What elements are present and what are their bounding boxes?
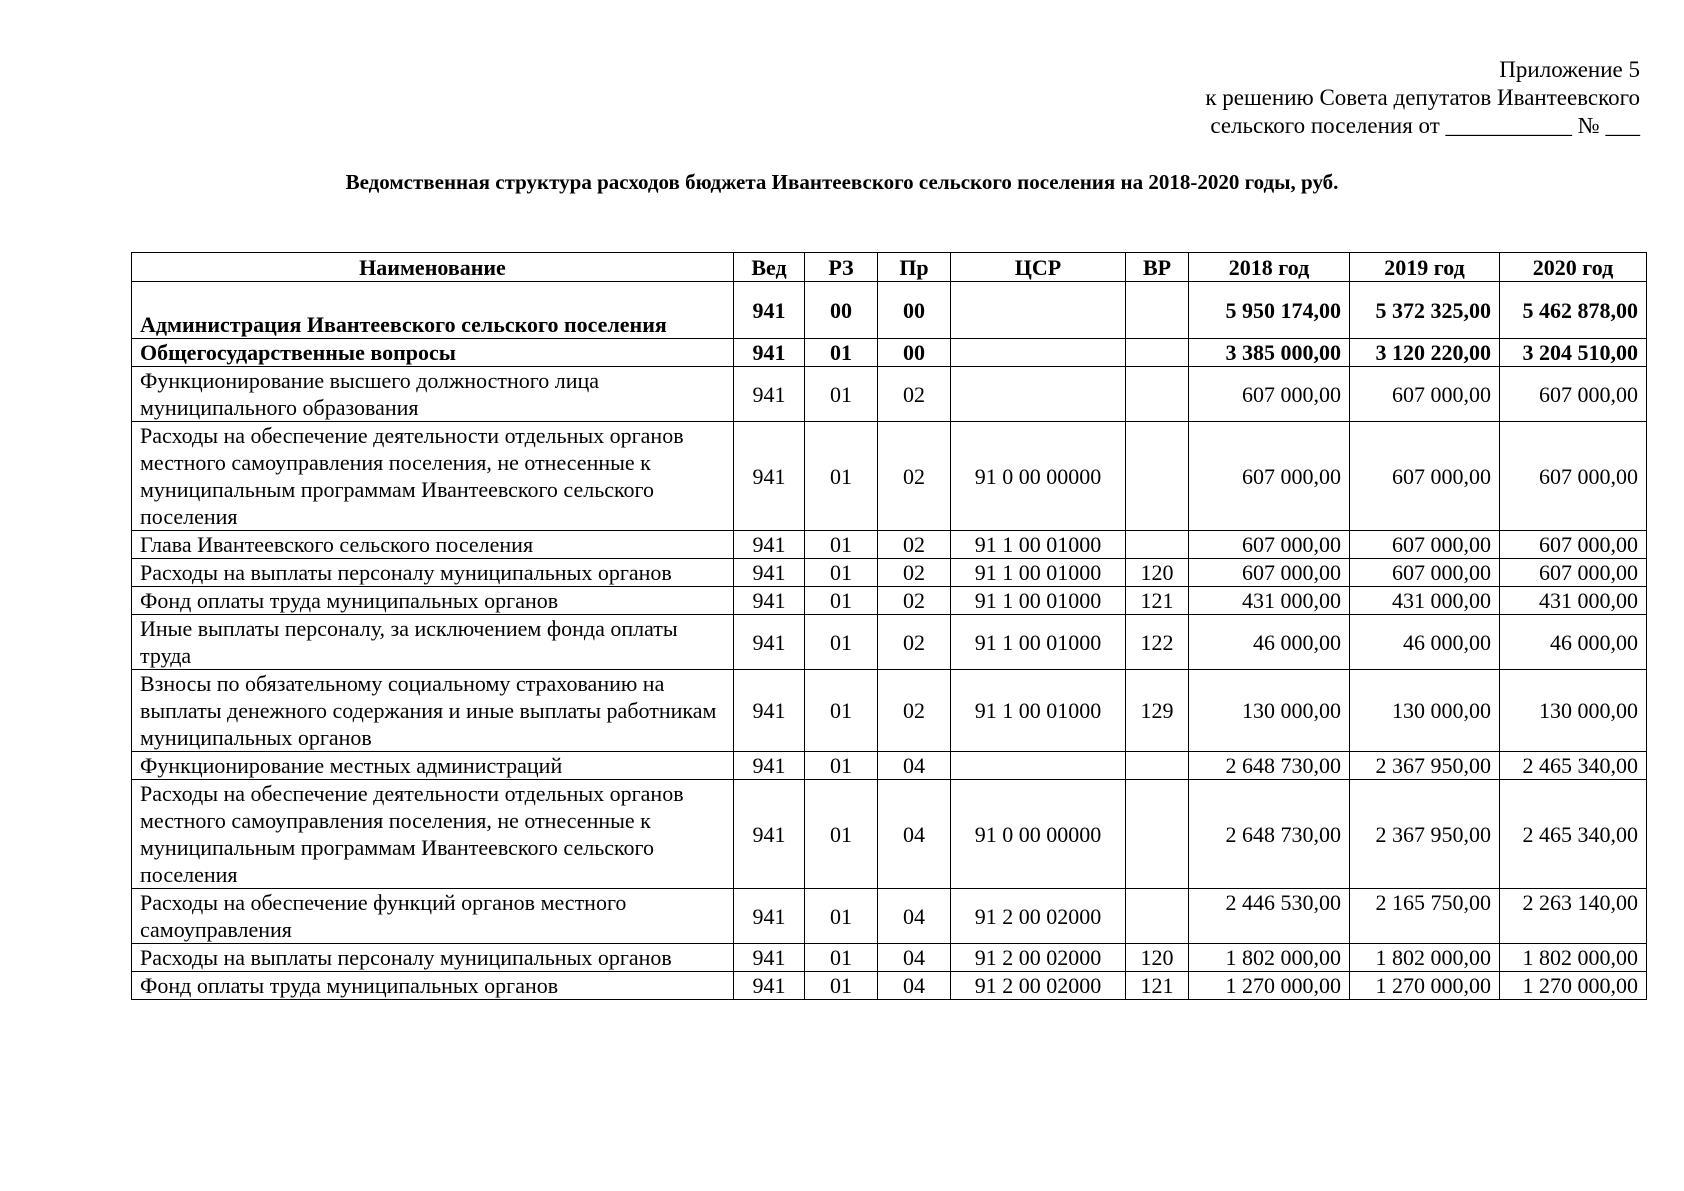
cell-vr [1126, 752, 1189, 780]
cell-csr: 91 1 00 01000 [951, 559, 1126, 587]
cell-2019: 607 000,00 [1350, 559, 1500, 587]
cell-2018: 607 000,00 [1189, 422, 1350, 531]
table-row [132, 559, 1647, 587]
cell-2019: 130 000,00 [1350, 670, 1500, 752]
cell-ved: 941 [734, 670, 805, 752]
cell-rz: 01 [805, 339, 878, 367]
cell-rz: 01 [805, 972, 878, 1000]
cell-name: Общегосударственные вопросы [132, 339, 734, 367]
cell-rz: 01 [805, 422, 878, 531]
cell-vr: 122 [1126, 615, 1189, 670]
cell-vr [1126, 889, 1189, 944]
cell-name: Глава Ивантеевского сельского поселения [132, 531, 734, 559]
header-rz: РЗ [805, 253, 878, 282]
cell-vr: 121 [1126, 972, 1189, 1000]
cell-2019: 46 000,00 [1350, 615, 1500, 670]
cell-vr: 120 [1126, 944, 1189, 972]
appendix-decision: к решению Совета депутатов Ивантеевского [1205, 85, 1640, 110]
cell-2020: 607 000,00 [1500, 367, 1647, 422]
cell-vr [1126, 422, 1189, 531]
cell-2020: 607 000,00 [1500, 559, 1647, 587]
table-row [132, 422, 1647, 531]
budget-table [131, 252, 1647, 1000]
document-title: Ведомственная структура расходов бюджета Ивантеевского сельского поселения на 2018-2020 годы, руб. [345, 170, 1339, 194]
cell-ved: 941 [734, 531, 805, 559]
cell-vr [1126, 531, 1189, 559]
cell-2018: 2 648 730,00 [1189, 752, 1350, 780]
cell-csr [951, 339, 1126, 367]
cell-pr: 02 [878, 670, 951, 752]
cell-csr [951, 282, 1126, 339]
cell-name: Расходы на обеспечение функций органов местного самоуправления [132, 889, 734, 944]
table-header-row [132, 253, 1647, 282]
cell-2019: 607 000,00 [1350, 422, 1500, 531]
cell-2019: 5 372 325,00 [1350, 282, 1500, 339]
cell-ved: 941 [734, 367, 805, 422]
cell-pr: 00 [878, 339, 951, 367]
cell-ved: 941 [734, 422, 805, 531]
cell-rz: 01 [805, 559, 878, 587]
cell-name: Взносы по обязательному социальному страхованию на выплаты денежного содержания и иные выплаты работникам муниципальных органов [132, 670, 734, 752]
cell-2020: 2 465 340,00 [1500, 780, 1647, 889]
cell-2020: 1 802 000,00 [1500, 944, 1647, 972]
appendix-block [1205, 56, 1640, 140]
cell-name: Функционирование высшего должностного лица муниципального образования [132, 367, 734, 422]
cell-name: Расходы на обеспечение деятельности отдельных органов местного самоуправления поселения, не отнесенные к муниципальным программам Ивантеевского сельского поселения [132, 422, 734, 531]
cell-2019: 1 270 000,00 [1350, 972, 1500, 1000]
cell-csr: 91 1 00 01000 [951, 615, 1126, 670]
cell-pr: 00 [878, 282, 951, 339]
cell-2020: 3 204 510,00 [1500, 339, 1647, 367]
cell-csr: 91 1 00 01000 [951, 587, 1126, 615]
cell-csr: 91 1 00 01000 [951, 531, 1126, 559]
cell-name: Иные выплаты персоналу, за исключением фонда оплаты труда [132, 615, 734, 670]
appendix-date-number: сельского поселения от ___________ № ___ [1210, 113, 1640, 138]
cell-rz: 01 [805, 752, 878, 780]
header-csr: ЦСР [951, 253, 1126, 282]
header-vr: ВР [1126, 253, 1189, 282]
cell-rz: 01 [805, 889, 878, 944]
cell-name: Фонд оплаты труда муниципальных органов [132, 972, 734, 1000]
cell-2019: 2 367 950,00 [1350, 780, 1500, 889]
cell-vr [1126, 780, 1189, 889]
cell-2020: 607 000,00 [1500, 422, 1647, 531]
cell-pr: 02 [878, 531, 951, 559]
table-row [132, 889, 1647, 944]
cell-2019: 2 165 750,00 [1350, 889, 1500, 944]
cell-2018: 431 000,00 [1189, 587, 1350, 615]
cell-rz: 01 [805, 587, 878, 615]
cell-vr [1126, 339, 1189, 367]
cell-csr: 91 0 00 00000 [951, 422, 1126, 531]
cell-name: Фонд оплаты труда муниципальных органов [132, 587, 734, 615]
cell-2019: 607 000,00 [1350, 367, 1500, 422]
table-row [132, 367, 1647, 422]
cell-2018: 2 446 530,00 [1189, 889, 1350, 944]
cell-pr: 02 [878, 587, 951, 615]
cell-ved: 941 [734, 339, 805, 367]
cell-ved: 941 [734, 282, 805, 339]
table-row [132, 531, 1647, 559]
cell-ved: 941 [734, 780, 805, 889]
header-2020: 2020 год [1500, 253, 1647, 282]
header-ved: Вед [734, 253, 805, 282]
cell-2018: 1 270 000,00 [1189, 972, 1350, 1000]
table-row [132, 339, 1647, 367]
cell-2020: 2 263 140,00 [1500, 889, 1647, 944]
cell-csr: 91 0 00 00000 [951, 780, 1126, 889]
table-row [132, 615, 1647, 670]
cell-2018: 1 802 000,00 [1189, 944, 1350, 972]
cell-2018: 607 000,00 [1189, 559, 1350, 587]
cell-csr: 91 2 00 02000 [951, 972, 1126, 1000]
cell-ved: 941 [734, 587, 805, 615]
cell-rz: 01 [805, 670, 878, 752]
cell-2019: 3 120 220,00 [1350, 339, 1500, 367]
table-row [132, 972, 1647, 1000]
cell-vr: 120 [1126, 559, 1189, 587]
cell-ved: 941 [734, 972, 805, 1000]
cell-2020: 607 000,00 [1500, 531, 1647, 559]
cell-2018: 46 000,00 [1189, 615, 1350, 670]
cell-2019: 431 000,00 [1350, 587, 1500, 615]
cell-pr: 02 [878, 367, 951, 422]
cell-2018: 130 000,00 [1189, 670, 1350, 752]
cell-pr: 04 [878, 752, 951, 780]
cell-vr [1126, 282, 1189, 339]
cell-csr: 91 1 00 01000 [951, 670, 1126, 752]
cell-2020: 5 462 878,00 [1500, 282, 1647, 339]
cell-rz: 01 [805, 780, 878, 889]
cell-2019: 1 802 000,00 [1350, 944, 1500, 972]
cell-2020: 2 465 340,00 [1500, 752, 1647, 780]
table-row [132, 752, 1647, 780]
table-row [132, 780, 1647, 889]
cell-2018: 5 950 174,00 [1189, 282, 1350, 339]
header-pr: Пр [878, 253, 951, 282]
cell-2018: 607 000,00 [1189, 367, 1350, 422]
cell-vr [1126, 367, 1189, 422]
cell-pr: 02 [878, 559, 951, 587]
cell-vr: 121 [1126, 587, 1189, 615]
cell-2019: 2 367 950,00 [1350, 752, 1500, 780]
cell-rz: 01 [805, 531, 878, 559]
cell-ved: 941 [734, 559, 805, 587]
cell-pr: 04 [878, 972, 951, 1000]
cell-ved: 941 [734, 889, 805, 944]
cell-rz: 01 [805, 944, 878, 972]
header-2018: 2018 год [1189, 253, 1350, 282]
table-row [132, 670, 1647, 752]
cell-2020: 46 000,00 [1500, 615, 1647, 670]
cell-2020: 1 270 000,00 [1500, 972, 1647, 1000]
cell-2020: 130 000,00 [1500, 670, 1647, 752]
cell-vr: 129 [1126, 670, 1189, 752]
cell-pr: 04 [878, 780, 951, 889]
cell-csr [951, 367, 1126, 422]
cell-rz: 00 [805, 282, 878, 339]
cell-csr: 91 2 00 02000 [951, 889, 1126, 944]
cell-rz: 01 [805, 615, 878, 670]
cell-csr: 91 2 00 02000 [951, 944, 1126, 972]
cell-ved: 941 [734, 752, 805, 780]
table-row [132, 587, 1647, 615]
table-row [132, 282, 1647, 339]
cell-pr: 02 [878, 615, 951, 670]
cell-pr: 04 [878, 889, 951, 944]
cell-name: Расходы на обеспечение деятельности отдельных органов местного самоуправления поселения, не отнесенные к муниципальным программам Ивантеевского сельского поселения [132, 780, 734, 889]
cell-pr: 02 [878, 422, 951, 531]
cell-2020: 431 000,00 [1500, 587, 1647, 615]
cell-2018: 2 648 730,00 [1189, 780, 1350, 889]
appendix-number: Приложение 5 [1499, 57, 1640, 82]
cell-2018: 607 000,00 [1189, 531, 1350, 559]
cell-rz: 01 [805, 367, 878, 422]
cell-name: Функционирование местных администраций [132, 752, 734, 780]
cell-ved: 941 [734, 944, 805, 972]
cell-2018: 3 385 000,00 [1189, 339, 1350, 367]
cell-name: Администрация Ивантеевского сельского поселения [132, 282, 734, 339]
cell-ved: 941 [734, 615, 805, 670]
table-row [132, 944, 1647, 972]
header-name: Наименование [132, 253, 734, 282]
cell-pr: 04 [878, 944, 951, 972]
header-2019: 2019 год [1350, 253, 1500, 282]
cell-2019: 607 000,00 [1350, 531, 1500, 559]
cell-csr [951, 752, 1126, 780]
cell-name: Расходы на выплаты персоналу муниципальных органов [132, 559, 734, 587]
cell-name: Расходы на выплаты персоналу муниципальных органов [132, 944, 734, 972]
